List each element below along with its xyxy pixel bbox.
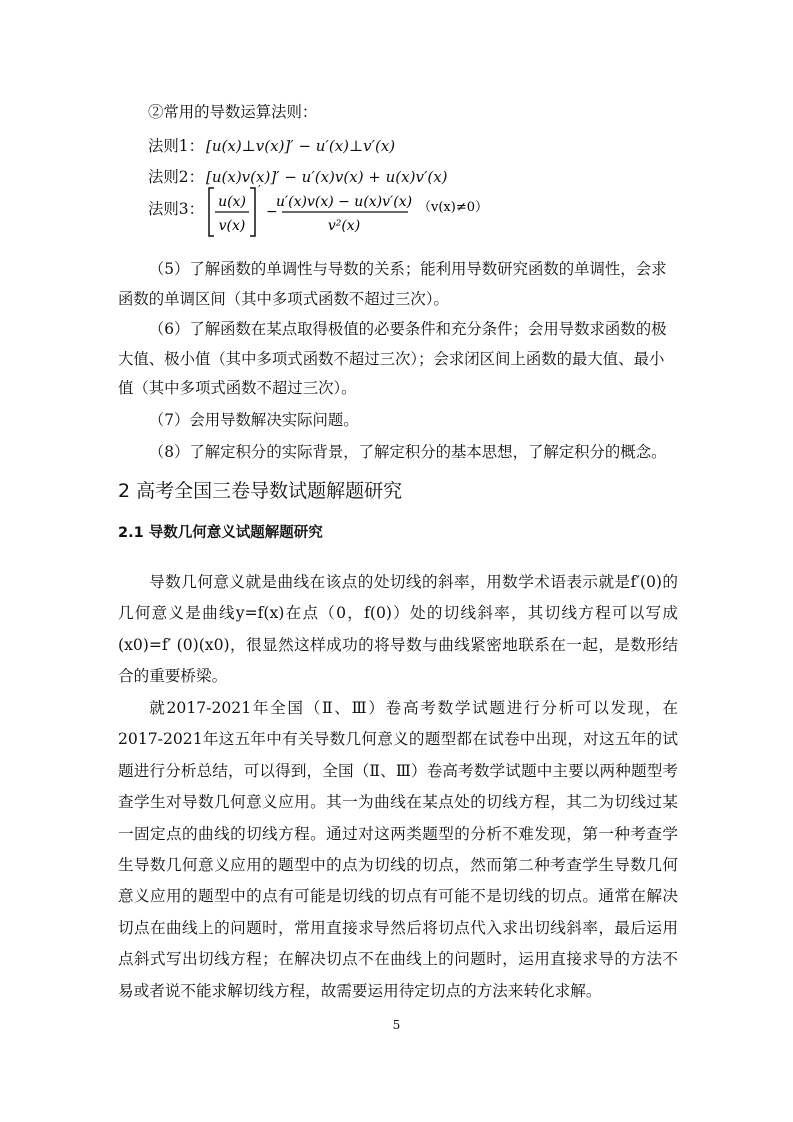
item-8	[118, 438, 678, 468]
svg-text:′: ′	[258, 184, 261, 197]
rule-3-den-right: v²(x)	[327, 218, 361, 234]
svg-text:−: −	[266, 204, 278, 220]
paragraph-2	[118, 693, 678, 1007]
item-7-text: （7）会用导数解决实际问题。	[148, 411, 359, 429]
item-5-text: （5）了解函数的单调性与导数的关系；能利用导数研究函数的单调性，会求函数的单调区间（其中多项式函数不超过三次）。	[118, 260, 667, 308]
rule-3-num-left: u(x)	[218, 194, 246, 210]
subsection-title: 2.1 导数几何意义试题解题研究	[118, 525, 323, 541]
item-6-text: （6）了解函数在某点取得极值的必要条件和充分条件；会用导数求函数的极大值、极小值（其中多项式函数不超过三次）；会求闭区间上函数的最大值、最小值（其中多项式函数不超过三次）。	[118, 320, 667, 398]
rule-2-formula: [u(x)v(x)]′ − u′(x)v(x) + u(x)v′(x)	[206, 168, 448, 186]
paragraph-1-text: 导数几何意义就是曲线在该点的处切线的斜率，用数学术语表示就是f′(0)的几何意义是曲线y=f(x)在点（0，f(0)）处的切线斜率，其切线方程可以写成(x0)=f′ (0)(x0)，很显然这样成功的将导数与曲线紧密地联系在一起，是数形结合的重要桥梁。	[118, 573, 678, 686]
page-number: 5	[392, 1018, 401, 1032]
rule-3-label-wrap	[148, 197, 206, 219]
item-7	[118, 406, 678, 436]
rule-3-label: 法则3：	[148, 200, 204, 218]
rule-1-formula: [u(x)⊥v(x)]′ − u′(x)⊥v′(x)	[206, 137, 396, 155]
rule-1	[148, 134, 395, 156]
paragraph-2-text: 就2017-2021年全国（Ⅱ、Ⅲ）卷高考数学试题进行分析可以发现，在2017-2021年这五年中有关导数几何意义的题型都在试卷中出现，对这五年的试题进行分析总结，可以得到，全国（Ⅱ、Ⅲ）卷高考数学试题中主要以两种题型考查学生对导数几何意义应用。其一为曲线在某点处的切线方程，其二为切线过某一固定点的曲线的切线方程。通过对这两类题型的分析不难发现，第一种考查学生导数几何意义应用的题型中的点为切线的切点，然而第二种考查学生导数几何意义应用的题型中的点有可能是切线的切点有可能不是切线的切点。通常在解决切点在曲线上的问题时，常用直接求导然后将切点代入求出切线斜率，最后运用点斜式写出切线方程；在解决切点不在曲线上的问题时，运用直接求导的方法不易或者说不能求解切线方程，故需要运用待定切点的方法来转化求解。	[118, 699, 678, 1000]
rule-1-label: 法则1：	[148, 137, 204, 155]
rule-3-den-left: v(x)	[218, 218, 246, 234]
rule-3-condition: （v(x)≠0）	[418, 200, 488, 215]
item-6	[118, 315, 678, 404]
item-8-text: （8）了解定积分的实际背景，了解定积分的基本思想，了解定积分的概念。	[148, 443, 667, 461]
intro-line: ②常用的导数运算法则：	[148, 103, 318, 121]
rule-3-num-right: u′(x)v(x) − u(x)v′(x)	[275, 194, 413, 210]
rule-2-label: 法则2：	[148, 168, 204, 186]
item-5	[118, 255, 678, 314]
paragraph-1	[118, 567, 678, 693]
section-title: 2 高考全国三卷导数试题解题研究	[118, 480, 403, 502]
rule-3-formula	[206, 184, 526, 244]
